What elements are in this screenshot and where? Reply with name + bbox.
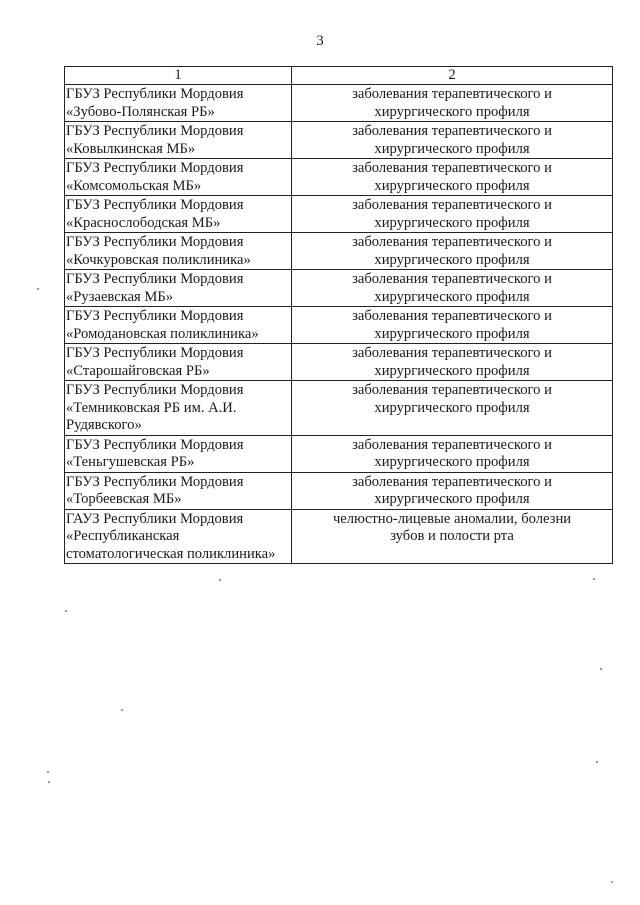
table-row [65,233,613,270]
organization-line: ГБУЗ Республики Мордовия [66,271,244,287]
scan-speck [596,761,598,763]
profile-cell [292,159,613,196]
table-row [65,85,613,122]
profile-line: заболевания терапевтического и [352,160,552,176]
table-row [65,196,613,233]
profile-line: заболевания терапевтического и [352,345,552,361]
profile-line: заболевания терапевтического и [352,436,552,453]
profile-cell [292,472,613,509]
scan-speck [611,881,613,883]
scan-speck [600,668,602,670]
organization-cell [65,159,292,196]
profile-line: заболевания терапевтического и [352,123,552,139]
page-number: 3 [316,33,324,49]
organization-cell [65,344,292,381]
profile-line: хирургического профиля [374,251,530,268]
organization-line: ГБУЗ Республики Мордовия [66,308,244,324]
scan-speck [48,781,50,783]
table-row [65,381,613,436]
organization-cell [65,233,292,270]
organization-cell [65,122,292,159]
organization-line: «Торбеевская МБ» [66,491,182,507]
profile-cell [292,435,613,472]
organization-cell [65,509,292,564]
organization-line: «Зубово-Полянская РБ» [66,103,215,120]
table-row [65,159,613,196]
organization-cell [65,472,292,509]
profile-line: челюстно-лицевые аномалии, болезни [332,510,572,527]
organization-line: «Старошайговская РБ» [66,362,210,379]
table-header-row [65,67,613,85]
organization-line: ГБУЗ Республики Мордовия [66,345,244,361]
organization-line: «Кочкуровская поликлиника» [66,251,251,268]
organization-line: ГБУЗ Республики Мордовия [66,86,244,102]
profile-cell [292,381,613,436]
table-row [65,122,613,159]
organization-cell [65,435,292,472]
profile-cell [292,270,613,307]
profile-line: заболевания терапевтического и [352,197,552,213]
profile-line: заболевания терапевтического и [352,86,552,102]
organization-cell [65,381,292,436]
table-row [65,472,613,509]
table-row [65,435,613,472]
organization-line: «Республиканская [66,528,180,544]
organization-cell [65,307,292,344]
table-row [65,270,613,307]
scan-speck [219,579,221,581]
organization-line: «Темниковская РБ им. А.И. [66,399,237,416]
profile-line: хирургического профиля [374,325,530,342]
organization-cell [65,85,292,122]
organization-line: «Ромодановская поликлиника» [66,325,259,342]
table-row [65,509,613,564]
profile-cell [292,196,613,233]
profile-line: хирургического профиля [374,399,530,416]
organization-line: ГБУЗ Республики Мордовия [66,123,244,139]
organization-line: ГБУЗ Республики Мордовия [66,473,244,490]
organization-line: «Комсомольская МБ» [66,177,202,194]
scan-speck [37,288,39,290]
organizations-table [64,66,613,564]
profile-cell [292,344,613,381]
table-row [65,344,613,381]
table-row [65,307,613,344]
scan-speck [121,709,123,711]
profile-line: хирургического профиля [374,454,530,470]
profile-cell [292,122,613,159]
organization-cell [65,270,292,307]
profile-line: хирургического профиля [374,288,530,305]
column-header-2: 2 [292,67,613,85]
organization-line: ГБУЗ Республики Мордовия [66,234,244,250]
profile-line: хирургического профиля [374,103,530,120]
organization-line: «Краснослободская МБ» [66,214,221,231]
profile-line: заболевания терапевтического и [352,473,552,490]
profile-line: хирургического профиля [374,362,530,379]
column-header-1: 1 [65,67,292,85]
organization-line: ГБУЗ Республики Мордовия [66,382,244,398]
scan-speck [47,771,49,773]
profile-line: хирургического профиля [374,140,530,157]
scan-speck [65,610,67,612]
profile-cell [292,307,613,344]
profile-line: хирургического профиля [374,214,530,231]
profile-line: зубов и полости рта [390,528,514,544]
organization-line: «Теньгушевская РБ» [66,454,195,470]
organization-line: стоматологическая поликлиника» [66,545,276,562]
profile-line: заболевания терапевтического и [352,382,552,398]
organization-line: ГБУЗ Республики Мордовия [66,197,244,213]
scan-speck [593,578,595,580]
profile-cell [292,233,613,270]
organization-cell [65,196,292,233]
profile-line: заболевания терапевтического и [352,234,552,250]
profile-line: хирургического профиля [374,491,530,507]
profile-cell [292,509,613,564]
organization-line: «Рузаевская МБ» [66,288,174,305]
organization-line: ГАУЗ Республики Мордовия [66,510,244,527]
profile-line: заболевания терапевтического и [352,308,552,324]
profile-line: хирургического профиля [374,177,530,194]
organization-line: «Ковылкинская МБ» [66,140,196,157]
organization-line: ГБУЗ Республики Мордовия [66,160,244,176]
profile-cell [292,85,613,122]
profile-line: заболевания терапевтического и [352,271,552,287]
organization-line: ГБУЗ Республики Мордовия [66,436,244,453]
organization-line: Рудявского» [66,417,142,433]
